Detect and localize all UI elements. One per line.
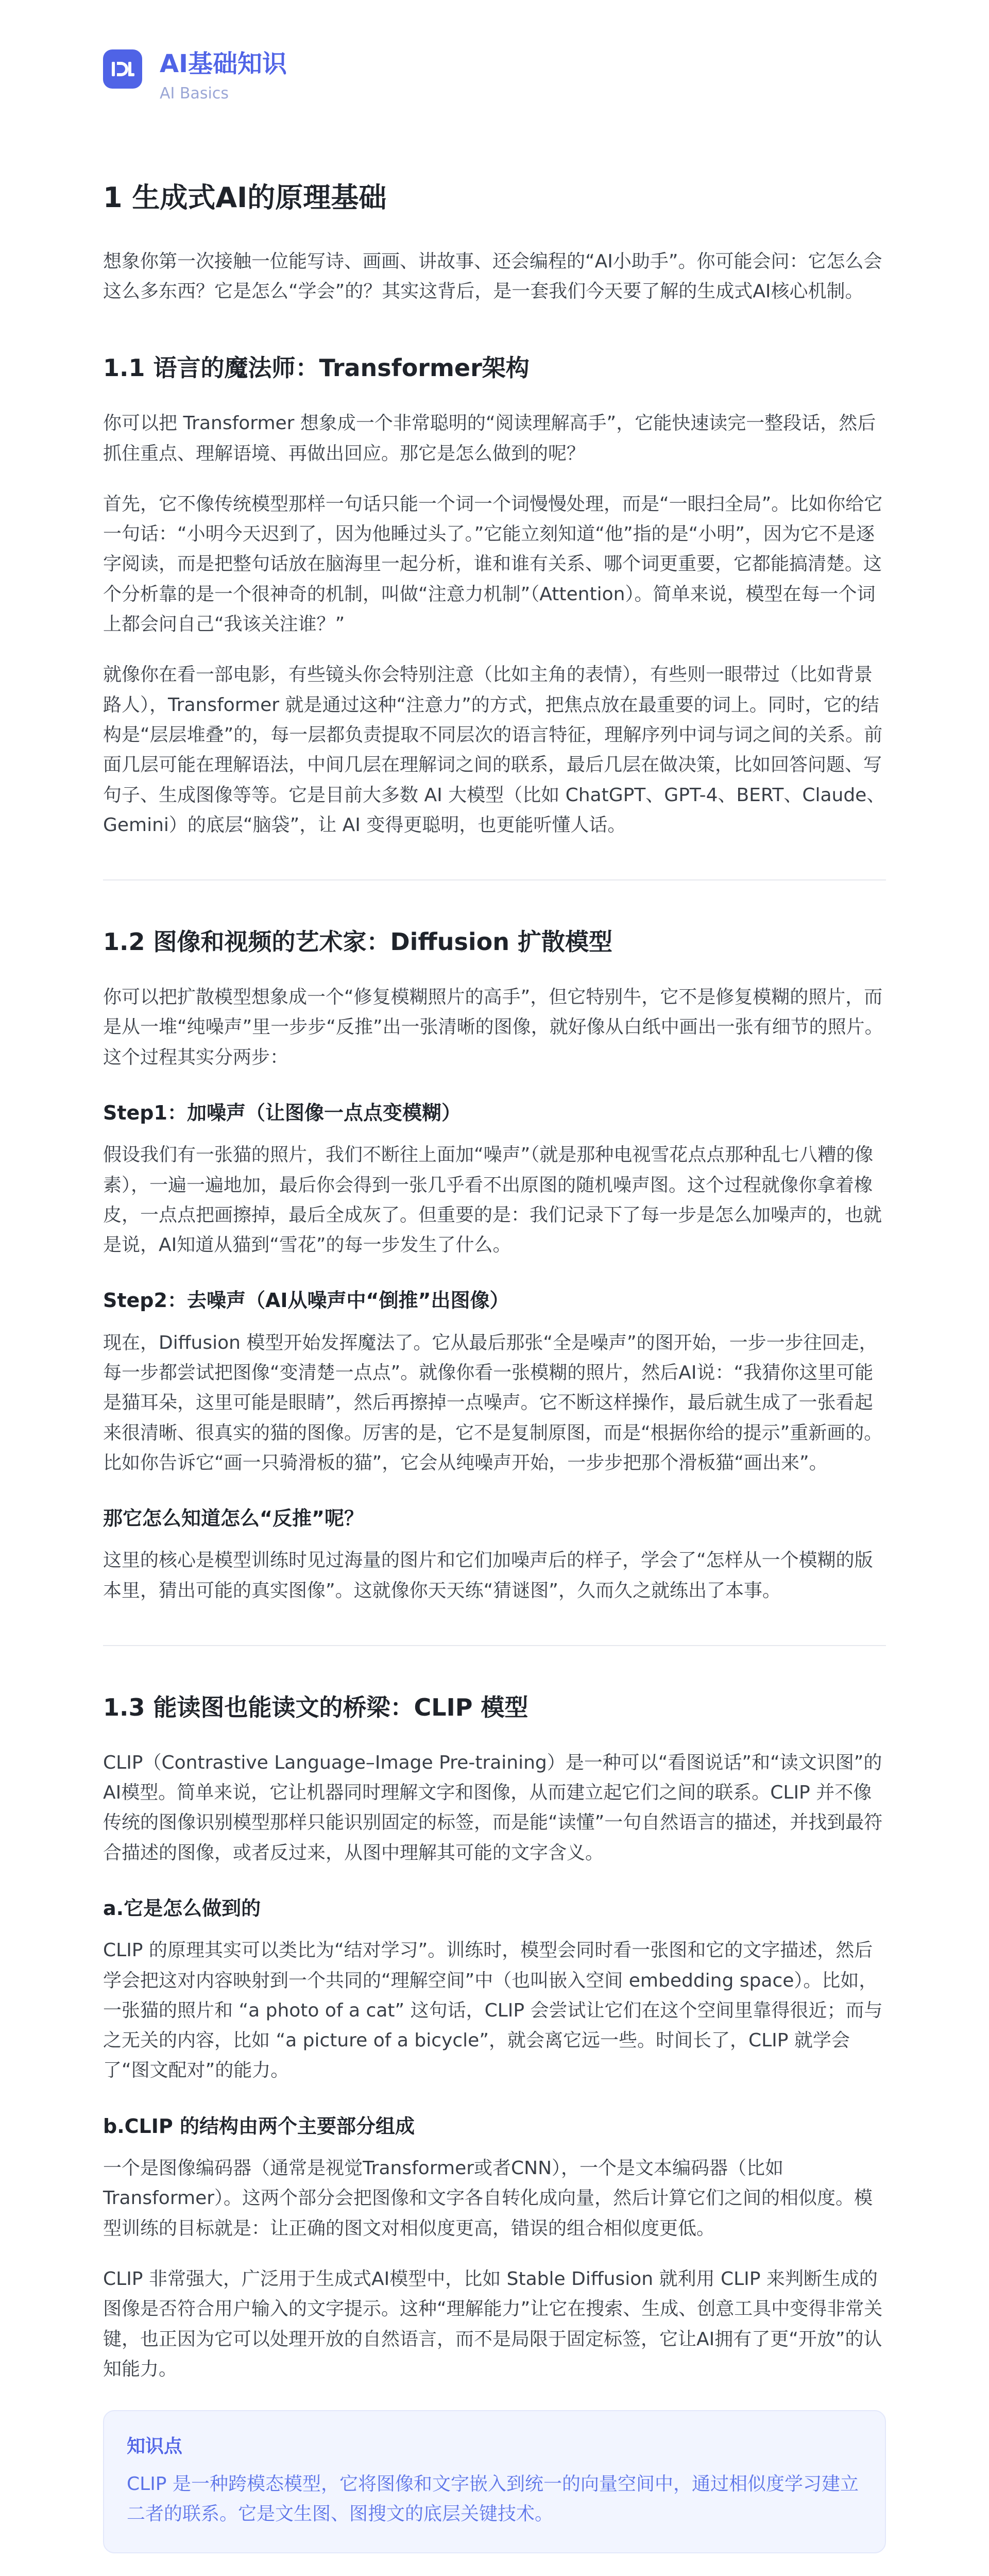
diffusion-step1-title: Step1：加噪声（让图像一点点变模糊） <box>103 1101 461 1124</box>
section-title: 1 生成式AI的原理基础 <box>103 181 387 214</box>
knowledge-note <box>103 2410 886 2553</box>
knowledge-note-title: 知识点 <box>127 2436 183 2458</box>
diffusion-step2-text: 现在，Diffusion 模型开始发挥魔法了。它从最后那张“全是噪声”的图开始，一步一步往回走，每一步都尝试把图像“变清楚一点点”。就像你看一张模糊的照片，然后AI说：“我猜你这里可能是猫耳朵，这里可能是眼睛”，然后再擦掉一点噪声。它不断这样操作，最后就生成了一张看起来很清晰、很真实的猫的图像。厉害的是，它不是复制原图，而是“根据你给的提示”重新画的。比如你告诉它“画一只骑滑板的猫”，它会从纯噪声开始，一步步把那个滑板猫“画出来”。 <box>103 1332 883 1473</box>
clip-a-title: a.它是怎么做到的 <box>103 1897 261 1920</box>
clip-b-text: 一个是图像编码器（通常是视觉Transformer或者CNN），一个是文本编码器（比如 Transformer）。这两个部分会把图像和文字各自转化成向量，然后计算它们之间的相似度。模型训练的目标就是：让正确的图文对相似度更高，错误的组合相似度更低。 <box>103 2157 873 2239</box>
brand-text <box>160 49 287 103</box>
section-intro: 想象你第一次接触一位能写诗、画画、讲故事、还会编程的“AI小助手”。你可能会问：它怎么会这么多东西？它是怎么“学会”的？其实这背后，是一套我们今天要了解的生成式AI核心机制。 <box>103 250 882 302</box>
brand-logo-glyph-icon <box>110 60 135 78</box>
brand-logo-icon <box>103 49 142 89</box>
diffusion-heading: 1.2 图像和视频的艺术家：Diffusion 扩散模型 <box>103 928 612 956</box>
transformer-paragraph: 首先，它不像传统模型那样一句话只能一个词一个词慢慢处理，而是“一眼扫全局”。比如你给它一句话：“小明今天迟到了，因为他睡过头了。”它能立刻知道“他”指的是“小明”，因为它不是逐字阅读，而是把整句话放在脑海里一起分析，谁和谁有关系、哪个词更重要，它都能搞清楚。这个分析靠的是一个很神奇的机制，叫做“注意力机制”（Attention）。简单来说，模型在每一个词上都会问自己“我该关注谁？” <box>103 493 883 635</box>
section-divider <box>103 879 886 880</box>
section-divider <box>103 1645 886 1646</box>
diffusion-question-title: 那它怎么知道怎么“反推”呢？ <box>103 1507 364 1530</box>
transformer-paragraph: 你可以把 Transformer 想象成一个非常聪明的“阅读理解高手”，它能快速读完一整段话，然后抓住重点、理解语境、再做出回应。那它是怎么做到的呢？ <box>103 413 876 464</box>
clip-b-title: b.CLIP 的结构由两个主要部分组成 <box>103 2114 415 2138</box>
clip-intro: CLIP（Contrastive Language–Image Pre-training）是一种可以“看图说话”和“读文识图”的AI模型。简单来说，它让机器同时理解文字和图像，从而建立起它们之间的联系。CLIP 并不像传统的图像识别模型那样只能识别固定的标签，而是能“读懂”一句自然语言的描述，并找到最符合描述的图像，或者反过来，从图中理解其可能的文字含义。 <box>103 1752 883 1863</box>
diffusion-step1-text: 假设我们有一张猫的照片，我们不断往上面加“噪声”（就是那种电视雪花点点那种乱七八糟的像素），一遍一遍地加，最后你会得到一张几乎看不出原图的随机噪声图。这个过程就像你拿着橡皮，一点点把画擦掉，最后全成灰了。但重要的是：我们记录下了每一步是怎么加噪声的，也就是说，AI知道从猫到“雪花”的每一步发生了什么。 <box>103 1144 882 1256</box>
brand-subtitle: AI Basics <box>160 84 229 103</box>
diffusion-intro: 你可以把扩散模型想象成一个“修复模糊照片的高手”，但它特别牛，它不是修复模糊的照片，而是从一堆“纯噪声”里一步步“反推”出一张清晰的图像，就好像从白纸中画出一张有细节的照片。这个过程其实分两步： <box>103 987 883 1068</box>
clip-c-text: CLIP 非常强大，广泛用于生成式AI模型中，比如 Stable Diffusion 就利用 CLIP 来判断生成的图像是否符合用户输入的文字提示。这种“理解能力”让它在搜索、生成、创意工具中变得非常关键，也正因为它可以处理开放的自然语言，而不是局限于固定标签，它让AI拥有了更“开放”的认知能力。 <box>103 2268 883 2380</box>
diffusion-question-text: 这里的核心是模型训练时见过海量的图片和它们加噪声后的样子，学会了“怎样从一个模糊的版本里，猜出可能的真实图像”。这就像你天天练“猜谜图”，久而久之就练出了本事。 <box>103 1550 873 1601</box>
clip-heading: 1.3 能读图也能读文的桥梁：CLIP 模型 <box>103 1693 528 1721</box>
diffusion-step2-title: Step2：去噪声（AI从噪声中“倒推”出图像） <box>103 1289 509 1312</box>
brand-header <box>103 49 886 103</box>
clip-a-text: CLIP 的原理其实可以类比为“结对学习”。训练时，模型会同时看一张图和它的文字描述，然后学会把这对内容映射到一个共同的“理解空间”中（也叫嵌入空间 embedding space）。比如，一张猫的照片和 “a photo of a cat” 这句话，CLIP 会尝试让它们在这个空间里靠得很近；而与之无关的内容，比如 “a picture of a bicycle”，就会离它远一些。时间长了，CLIP 就学会了“图文配对”的能力。 <box>103 1940 883 2081</box>
knowledge-note-text: CLIP 是一种跨模态模型，它将图像和文字嵌入到统一的向量空间中，通过相似度学习建立二者的联系。它是文生图、图搜文的底层关键技术。 <box>127 2473 859 2525</box>
transformer-heading: 1.1 语言的魔法师：Transformer架构 <box>103 354 530 382</box>
brand-title: AI基础知识 <box>160 49 287 78</box>
transformer-paragraph: 就像你在看一部电影，有些镜头你会特别注意（比如主角的表情），有些则一眼带过（比如背景路人），Transformer 就是通过这种“注意力”的方式，把焦点放在最重要的词上。同时，它的结构是“层层堆叠”的，每一层都负责提取不同层次的语言特征，理解序列中词与词之间的关系。前面几层可能在理解语法，中间几层在理解词之间的联系，最后几层在做决策，比如回答问题、写句子、生成图像等等。它是目前大多数 AI 大模型（比如 ChatGPT、GPT-4、BERT、Claude、Gemini）的底层“脑袋”，让 AI 变得更聪明，也更能听懂人话。 <box>103 664 885 836</box>
